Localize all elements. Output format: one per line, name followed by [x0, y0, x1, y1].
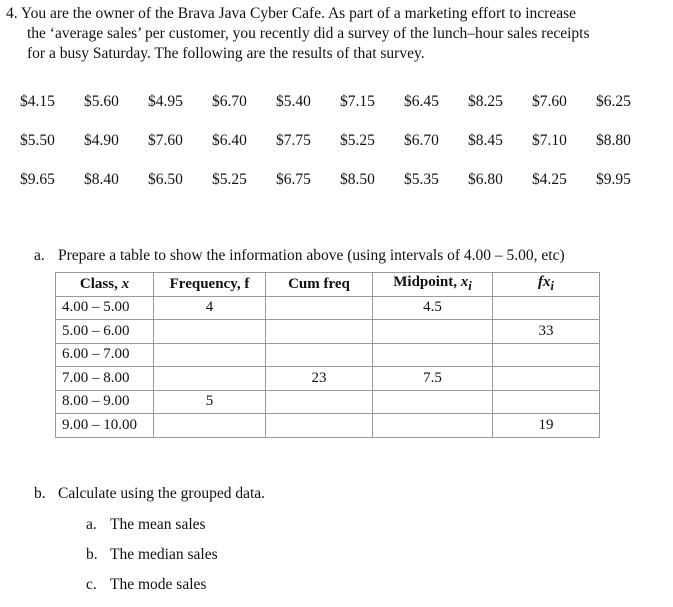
- price-value: $5.25: [340, 132, 375, 149]
- class-cell: 6.00 – 7.00: [56, 343, 154, 367]
- class-cell: 5.00 – 6.00: [56, 320, 154, 344]
- price-value: $5.50: [20, 132, 55, 149]
- price-value: $5.40: [276, 93, 311, 110]
- price-value: $6.25: [596, 93, 631, 110]
- price-value: $9.65: [20, 171, 55, 188]
- fx-cell: [493, 343, 600, 367]
- part-b-marker: b.: [34, 485, 46, 502]
- list-item-marker: c.: [86, 576, 97, 593]
- table-row: [56, 320, 600, 344]
- cum-freq-cell: [266, 296, 373, 320]
- question-line: 4. You are the owner of the Brava Java Cyber Cafe. As part of a marketing effort to increase: [6, 5, 577, 22]
- frequency-cell: [154, 414, 266, 438]
- class-cell: 4.00 – 5.00: [56, 296, 154, 320]
- price-row: [20, 131, 660, 151]
- cum-freq-cell: 23: [266, 367, 373, 391]
- midpoint-cell: [373, 320, 493, 344]
- price-value: $4.15: [20, 93, 55, 110]
- list-item-text: The median sales: [110, 546, 218, 563]
- fx-cell: [493, 390, 600, 414]
- price-value: $5.35: [404, 171, 439, 188]
- cum-freq-cell: [266, 320, 373, 344]
- cum-freq-cell: [266, 390, 373, 414]
- question-line: the ‘average sales’ per customer, you recently did a survey of the lunch–hour sales receipts: [27, 25, 590, 42]
- price-value: $6.45: [404, 93, 439, 110]
- list-item: [86, 575, 218, 605]
- price-value: $7.10: [532, 132, 567, 149]
- header-class: Class, x: [56, 273, 154, 297]
- midpoint-cell: 4.5: [373, 296, 493, 320]
- part-a-instruction: [34, 246, 565, 266]
- list-item-marker: b.: [86, 546, 98, 563]
- price-row: [20, 92, 660, 112]
- part-b-text: Calculate using the grouped data.: [58, 485, 266, 502]
- table-row: [56, 296, 600, 320]
- price-value: $8.45: [468, 132, 503, 149]
- class-cell: 8.00 – 9.00: [56, 390, 154, 414]
- price-value: $8.50: [340, 171, 375, 188]
- cum-freq-cell: [266, 343, 373, 367]
- price-value: $5.60: [84, 93, 119, 110]
- part-b-subquestions: [86, 515, 218, 605]
- part-a-text: Prepare a table to show the information above (using intervals of 4.00 – 5.00, etc): [58, 247, 565, 264]
- table-row: [56, 367, 600, 391]
- header-frequency: Frequency, f: [154, 273, 266, 297]
- fx-cell: [493, 296, 600, 320]
- header-midpoint: Midpoint, $x_i$: [373, 273, 493, 297]
- table-row: [56, 343, 600, 367]
- price-value: $8.80: [596, 132, 631, 149]
- fx-cell: 33: [493, 320, 600, 344]
- frequency-cell: 5: [154, 390, 266, 414]
- part-a-marker: a.: [34, 247, 45, 264]
- table-header-row: [56, 273, 600, 297]
- price-value: $8.25: [468, 93, 503, 110]
- class-cell: 7.00 – 8.00: [56, 367, 154, 391]
- price-value: $4.25: [532, 171, 567, 188]
- price-value: $6.70: [212, 93, 247, 110]
- list-item-text: The mean sales: [110, 516, 206, 533]
- header-cum-freq: Cum freq: [266, 273, 373, 297]
- midpoint-cell: [373, 343, 493, 367]
- list-item-marker: a.: [86, 516, 97, 533]
- fx-cell: [493, 367, 600, 391]
- price-value: $4.90: [84, 132, 119, 149]
- cum-freq-cell: [266, 414, 373, 438]
- price-value: $7.15: [340, 93, 375, 110]
- price-value: $6.75: [276, 171, 311, 188]
- list-item: [86, 545, 218, 575]
- class-cell: 9.00 – 10.00: [56, 414, 154, 438]
- price-value: $7.60: [532, 93, 567, 110]
- header-fx: $fx_i$: [493, 273, 600, 297]
- price-value: $5.25: [212, 171, 247, 188]
- frequency-cell: [154, 320, 266, 344]
- price-value: $7.75: [276, 132, 311, 149]
- list-item: [86, 515, 218, 545]
- list-item-text: The mode sales: [110, 576, 207, 593]
- question-line: for a busy Saturday. The following are the results of that survey.: [27, 45, 425, 62]
- frequency-cell: 4: [154, 296, 266, 320]
- midpoint-cell: [373, 414, 493, 438]
- price-value: $7.60: [148, 132, 183, 149]
- price-value: $6.40: [212, 132, 247, 149]
- price-value: $6.70: [404, 132, 439, 149]
- table-row: [56, 414, 600, 438]
- price-value: $6.80: [468, 171, 503, 188]
- frequency-table: [55, 272, 600, 438]
- frequency-cell: [154, 343, 266, 367]
- midpoint-cell: [373, 390, 493, 414]
- fx-cell: 19: [493, 414, 600, 438]
- price-row: [20, 170, 660, 190]
- table-row: [56, 390, 600, 414]
- price-value: $9.95: [596, 171, 631, 188]
- part-b-instruction: [34, 484, 265, 504]
- frequency-cell: [154, 367, 266, 391]
- question-text: [6, 4, 666, 64]
- price-value: $4.95: [148, 93, 183, 110]
- price-value: $6.50: [148, 171, 183, 188]
- sales-receipts-grid: [20, 92, 660, 209]
- price-value: $8.40: [84, 171, 119, 188]
- midpoint-cell: 7.5: [373, 367, 493, 391]
